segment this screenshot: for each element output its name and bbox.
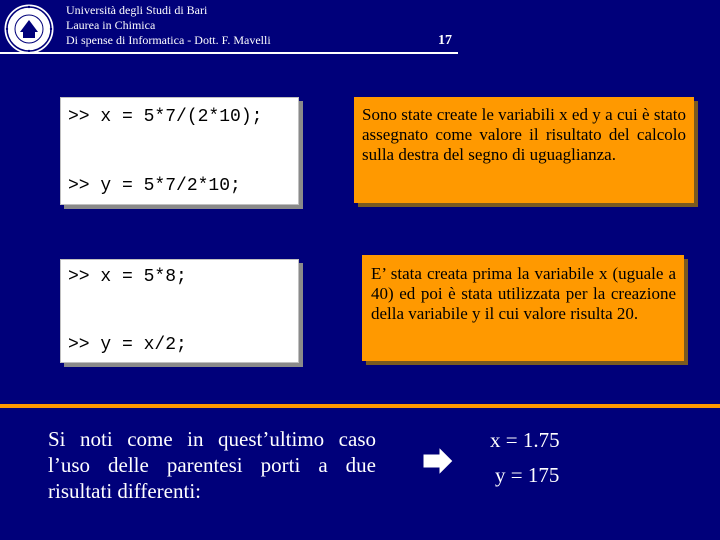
code-box-1: [60, 97, 299, 205]
code-box-2: [60, 259, 299, 363]
code-line: >> x = 5*7/(2*10);: [68, 107, 263, 127]
page-number: 17: [438, 33, 452, 48]
result-x: x = 1.75: [490, 428, 560, 452]
code-line: >> y = x/2;: [68, 335, 187, 355]
note-text: E’ stata creata prima la variabile x (uguale a 40) ed poi è stata utilizzata per la creazione della variabile y il cui valore risulta 20.: [371, 264, 676, 323]
course-name: Di spense di Informatica - Dott. F. Mavelli: [66, 33, 271, 47]
conclusion-text: Si noti come in quest’ultimo caso l’uso delle parentesi porti a due risultati differenti:: [48, 427, 376, 503]
university-seal-logo: [2, 2, 56, 56]
note-box-2: [362, 255, 684, 361]
code-line: >> y = 5*7/2*10;: [68, 176, 241, 196]
slide-header: [66, 3, 271, 48]
note-text: Sono state create le variabili x ed y a cui è stato assegnato come valore il risultato del calcolo sulla destra del segno di uguaglianza.: [362, 105, 686, 164]
code-line: >> x = 5*8;: [68, 267, 187, 287]
university-name: Università degli Studi di Bari: [66, 3, 208, 17]
note-box-1: [354, 97, 694, 203]
degree-name: Laurea in Chimica: [66, 18, 156, 32]
header-divider: [0, 52, 458, 54]
result-y: y = 175: [495, 463, 560, 487]
right-arrow-icon: [422, 446, 454, 476]
section-divider: [0, 404, 720, 408]
